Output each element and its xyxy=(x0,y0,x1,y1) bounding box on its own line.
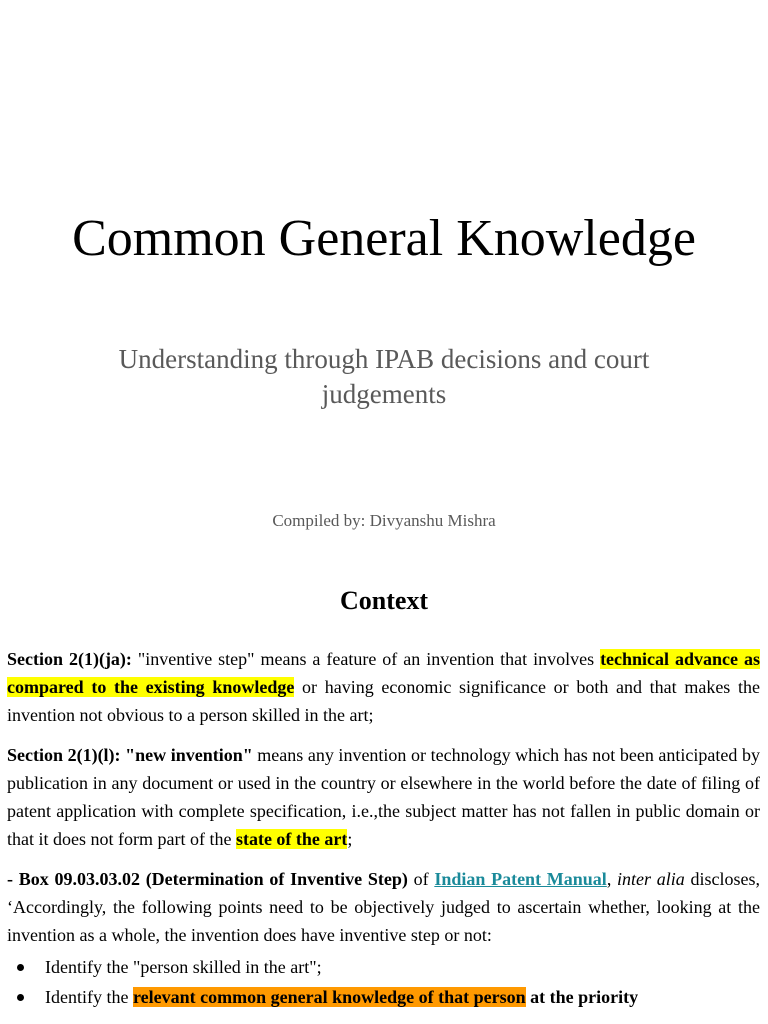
list-item xyxy=(7,953,760,981)
bullet-2-highlight: relevant common general knowledge of that person xyxy=(132,987,526,1007)
list-item xyxy=(7,983,760,1011)
box-inter-alia: inter alia xyxy=(617,869,685,889)
box-label: - Box 09.03.03.02 (Determination of Inventive Step) xyxy=(7,869,408,889)
section-ja-paragraph xyxy=(7,645,760,729)
section-l-highlight: state of the art xyxy=(235,829,348,849)
box-text: discloses, ‘Accordingly, the following points need to be objectively judged to ascertain whether, looking at the invention as a whole, the invention does have inventive step or not: xyxy=(7,869,761,945)
box-comma: , xyxy=(606,869,618,889)
section-ja-text-2: or having economic significance or both and that makes the invention not obvious to a person skilled in the art; xyxy=(7,677,760,725)
box-of: of xyxy=(407,869,435,889)
author-credit: Compiled by: Divyanshu Mishra xyxy=(272,511,496,530)
bullet-icon xyxy=(17,994,24,1001)
section-l-label: Section 2(1)(l): "new invention" xyxy=(7,745,253,765)
indian-patent-manual-link[interactable]: Indian Patent Manual xyxy=(434,869,607,889)
section-l-paragraph xyxy=(7,741,760,853)
bullet-icon xyxy=(17,964,24,971)
document-title: Common General Knowledge xyxy=(72,210,696,267)
bullet-1-text: Identify the "person skilled in the art"; xyxy=(45,957,322,977)
box-paragraph xyxy=(7,865,760,949)
document-subtitle: Understanding through IPAB decisions and court judgements xyxy=(118,344,650,409)
section-l-text-2: ; xyxy=(347,829,353,849)
section-l-text-1: means any invention or technology which has not been anticipated by publication in any document or used in the country or elsewhere in the world before the date of filing of patent application with complete specification, i.e.,the subject matter has not fallen in public domain or that it does not form part of the xyxy=(7,745,760,849)
section-ja-label: Section 2(1)(ja): xyxy=(7,649,132,669)
bullet-2-pre: Identify the xyxy=(45,987,133,1007)
context-body xyxy=(7,645,760,1013)
inventive-step-bullets xyxy=(7,953,760,1011)
section-ja-highlight: technical advance as compared to the existing knowledge xyxy=(7,649,760,697)
section-ja-text-1: "inventive step" means a feature of an invention that involves xyxy=(131,649,601,669)
context-heading: Context xyxy=(339,586,429,615)
bullet-2-post: at the priority xyxy=(525,987,639,1007)
